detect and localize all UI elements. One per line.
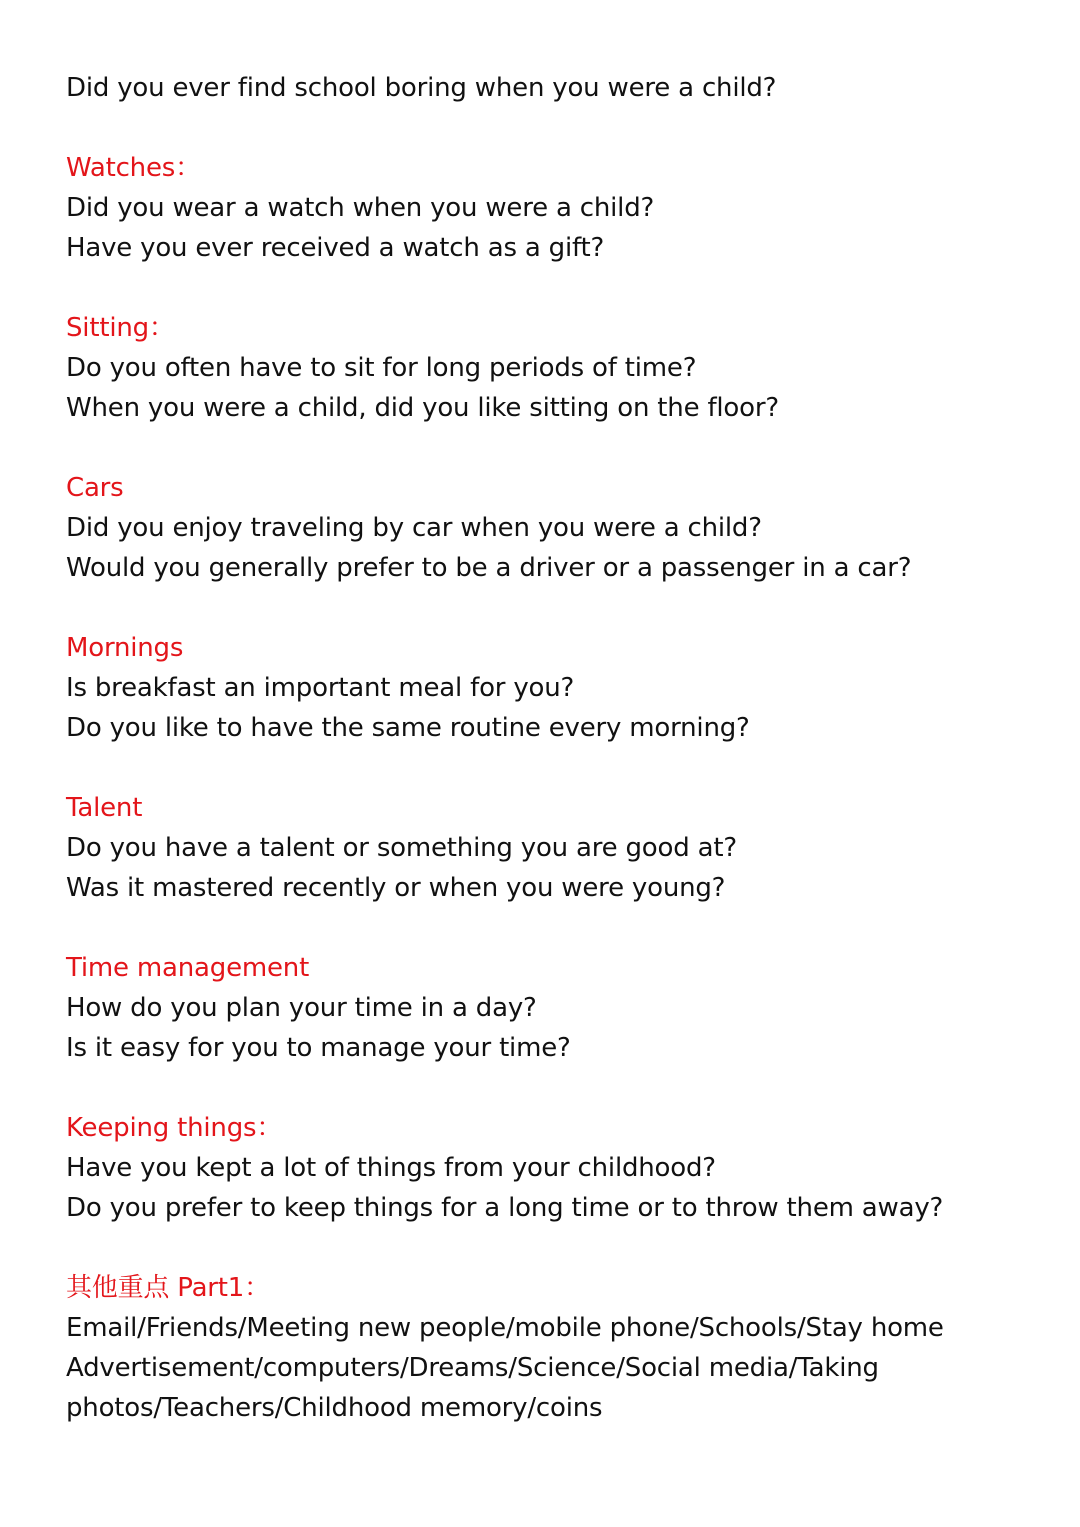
- section-title-other-topics: 其他重点 Part1：: [66, 1273, 270, 1303]
- spacer: [66, 1068, 1026, 1108]
- section-title-keeping-things: Keeping things：: [66, 1113, 283, 1143]
- spacer: [66, 588, 1026, 628]
- section-title-sitting: Sitting：: [66, 313, 175, 343]
- section-title-watches: Watches：: [66, 153, 201, 183]
- other-topics-line-1: Email/Friends/Meeting new people/mobile phone/Schools/Stay home: [66, 1313, 944, 1343]
- question-time-management-1: How do you plan your time in a day?: [66, 993, 537, 1023]
- question-mornings-2: Do you like to have the same routine every morning?: [66, 713, 750, 743]
- question-sitting-1: Do you often have to sit for long periods of time?: [66, 353, 697, 383]
- question-watches-1: Did you wear a watch when you were a child?: [66, 193, 655, 223]
- question-talent-2: Was it mastered recently or when you were young?: [66, 873, 726, 903]
- intro-question: Did you ever find school boring when you were a child?: [66, 73, 777, 103]
- question-cars-2: Would you generally prefer to be a driver or a passenger in a car?: [66, 553, 912, 583]
- question-sitting-2: When you were a child, did you like sitting on the floor?: [66, 393, 779, 423]
- section-title-time-management: Time management: [66, 953, 310, 983]
- other-topics-line-3: photos/Teachers/Childhood memory/coins: [66, 1393, 603, 1423]
- spacer: [66, 748, 1026, 788]
- question-mornings-1: Is breakfast an important meal for you?: [66, 673, 575, 703]
- section-title-talent: Talent: [66, 793, 143, 823]
- question-talent-1: Do you have a talent or something you are good at?: [66, 833, 737, 863]
- spacer: [66, 428, 1026, 468]
- other-topics-line-2: Advertisement/computers/Dreams/Science/Social media/Taking: [66, 1353, 879, 1383]
- spacer: [66, 108, 1026, 148]
- question-watches-2: Have you ever received a watch as a gift?: [66, 233, 605, 263]
- question-keeping-things-1: Have you kept a lot of things from your childhood?: [66, 1153, 716, 1183]
- section-title-cars: Cars: [66, 473, 124, 503]
- document-page: [66, 68, 1026, 1428]
- section-title-mornings: Mornings: [66, 633, 184, 663]
- question-keeping-things-2: Do you prefer to keep things for a long time or to throw them away?: [66, 1193, 944, 1223]
- spacer: [66, 1228, 1026, 1268]
- spacer: [66, 908, 1026, 948]
- question-cars-1: Did you enjoy traveling by car when you were a child?: [66, 513, 762, 543]
- question-time-management-2: Is it easy for you to manage your time?: [66, 1033, 571, 1063]
- spacer: [66, 268, 1026, 308]
